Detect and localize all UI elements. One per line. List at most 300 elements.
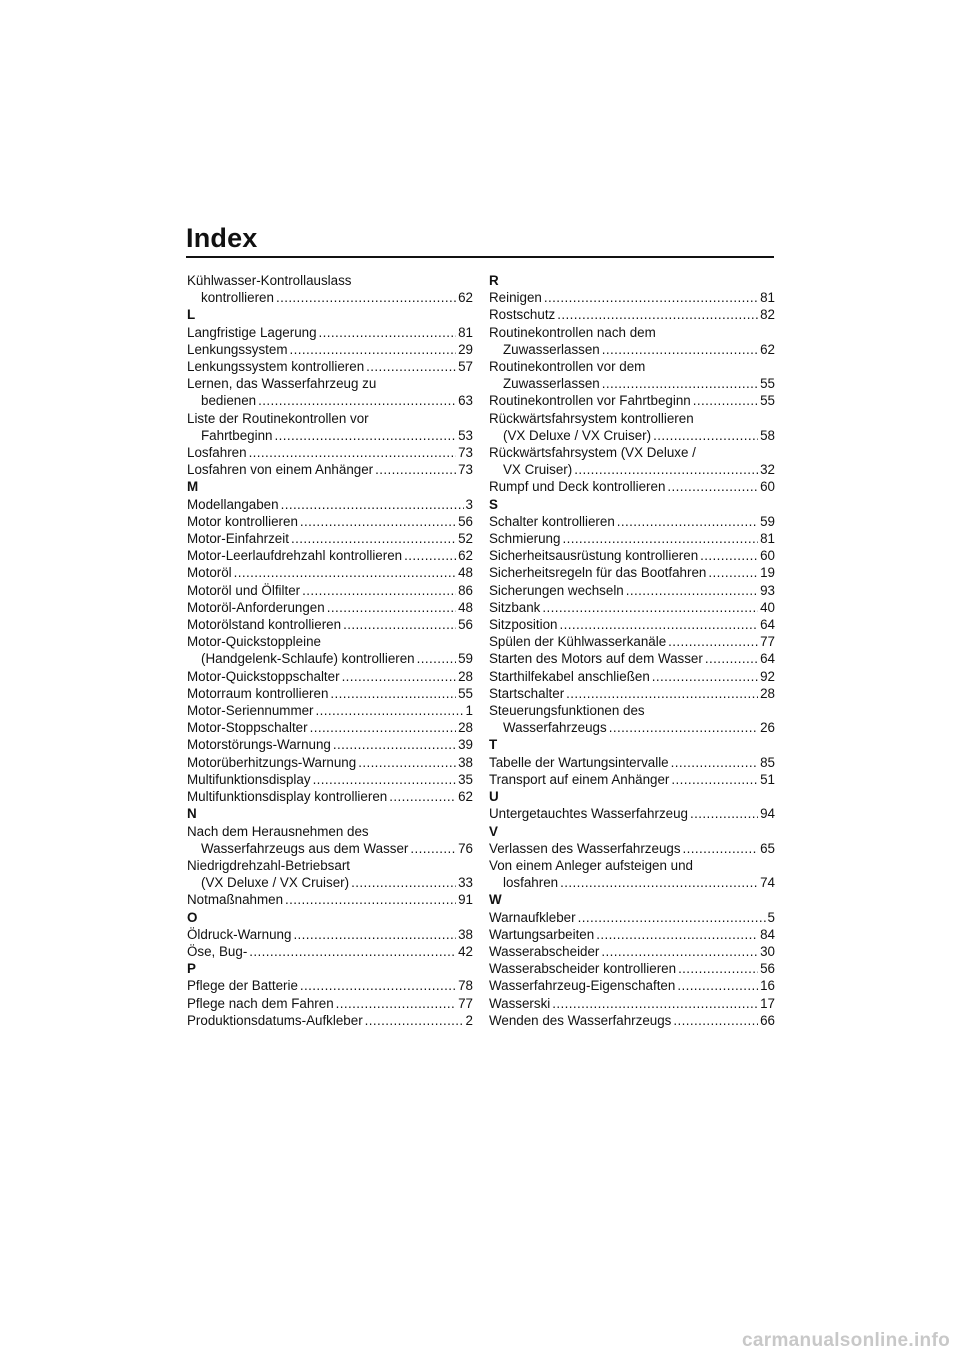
- index-entry-line: [489, 685, 775, 702]
- index-entry-line: [489, 564, 775, 581]
- index-entry-label: bedienen: [201, 393, 257, 409]
- index-entry-label: Motorstörungs-Warnung: [187, 737, 331, 753]
- index-entry-page: 63: [458, 393, 473, 409]
- index-entry-label: Pflege der Batterie: [187, 978, 298, 994]
- index-entry-page: 28: [760, 685, 775, 701]
- index-entry-page: 59: [458, 651, 473, 667]
- index-entry-line: [489, 840, 775, 857]
- index-entry: [489, 805, 775, 822]
- index-entry: [187, 857, 473, 891]
- index-entry-label: Motoröl: [187, 565, 232, 581]
- index-entry-line: [489, 547, 775, 564]
- index-entry-label: Rumpf und Deck kontrollieren: [489, 479, 666, 495]
- index-entry-page: 77: [458, 995, 473, 1011]
- index-entry-page: 66: [760, 1012, 775, 1028]
- index-entry-lead: Rückwärtsfahrsystem kontrollieren: [489, 410, 694, 426]
- index-entry-page: 56: [760, 961, 775, 977]
- index-entry-line: [187, 496, 473, 513]
- dot-leader: [560, 874, 758, 891]
- index-entry-line: [187, 444, 473, 461]
- index-entry: [187, 1012, 473, 1029]
- dot-leader: [596, 926, 758, 943]
- index-entry: [187, 358, 473, 375]
- dot-leader: [705, 650, 758, 667]
- index-entry: [187, 702, 473, 719]
- index-entry-label: Wasserski: [489, 995, 551, 1011]
- index-entry: [187, 943, 473, 960]
- index-entry-line: [187, 891, 473, 908]
- index-entry-line: [489, 392, 775, 409]
- dot-leader: [693, 392, 758, 409]
- index-entry-page: 39: [458, 737, 473, 753]
- index-entry-line: [187, 341, 473, 358]
- index-entry-label: Sitzposition: [489, 617, 558, 633]
- index-entry-page: 32: [760, 462, 775, 478]
- index-entry: [187, 633, 473, 667]
- index-entry-label: Produktionsdatums-Aufkleber: [187, 1012, 363, 1028]
- index-entry: [187, 754, 473, 771]
- index-entry-line: [187, 427, 473, 444]
- index-entry-line: [187, 392, 473, 409]
- index-entry-line: [187, 461, 473, 478]
- index-letter-heading: U: [489, 789, 499, 805]
- index-entry-page: 55: [760, 376, 775, 392]
- index-entry-label: Öldruck-Warnung: [187, 926, 292, 942]
- index-entry-line: [187, 324, 473, 341]
- index-entry-label: Wasserfahrzeugs aus dem Wasser: [201, 840, 409, 856]
- index-entry-label: Wasserfahrzeug-Eigenschaften: [489, 978, 676, 994]
- index-entry-label: Warnaufkleber: [489, 909, 576, 925]
- index-entry: [187, 547, 473, 564]
- index-entry-label: Losfahren von einem Anhänger: [187, 462, 374, 478]
- index-entry: [187, 410, 473, 444]
- index-entry: [489, 943, 775, 960]
- index-entry-line: [187, 564, 473, 581]
- index-letter-heading: P: [187, 961, 196, 977]
- index-entry-line: [187, 599, 473, 616]
- index-entry-page: 93: [760, 582, 775, 598]
- dot-leader: [281, 496, 464, 513]
- dot-leader: [544, 289, 758, 306]
- index-entry-label: Motor-Leerlaufdrehzahl kontrollieren: [187, 548, 403, 564]
- dot-leader: [417, 650, 456, 667]
- index-entry-line: [489, 943, 775, 960]
- index-entry-label: Motor-Stoppschalter: [187, 720, 308, 736]
- index-entry-label: Langfristige Lagerung: [187, 324, 317, 340]
- index-entry-line: [489, 909, 775, 926]
- index-entry-line: [187, 650, 473, 667]
- index-entry-page: 40: [760, 599, 775, 615]
- index-entry-page: 17: [760, 995, 775, 1011]
- index-entry-label: (VX Deluxe / VX Cruiser): [201, 875, 350, 891]
- index-entry-line: [489, 874, 775, 891]
- dot-leader: [690, 805, 758, 822]
- index-entry-label: Sicherungen wechseln: [489, 582, 624, 598]
- index-entry-label: Lenkungssystem: [187, 341, 288, 357]
- index-entry-lead: Nach dem Herausnehmen des: [187, 823, 369, 839]
- dot-leader: [249, 444, 457, 461]
- index-entry: [489, 289, 775, 306]
- index-entry-label: Sicherheitsregeln für das Bootfahren: [489, 565, 707, 581]
- dot-leader: [700, 547, 758, 564]
- index-entry-line: [187, 995, 473, 1012]
- watermark: carmanualsonline.info: [742, 1330, 950, 1351]
- index-entry-label: Wenden des Wasserfahrzeugs: [489, 1012, 672, 1028]
- index-entry-label: Starten des Motors auf dem Wasser: [489, 651, 703, 667]
- index-entry-line: [489, 1012, 775, 1029]
- index-entry-line: [187, 616, 473, 633]
- index-entry-page: 29: [458, 341, 473, 357]
- index-entry-lead: Kühlwasser-Kontrollauslass: [187, 273, 352, 288]
- index-entry: [187, 444, 473, 461]
- index-entry-line: [187, 874, 473, 891]
- index-entry: [187, 582, 473, 599]
- index-entry-label: Motorölstand kontrollieren: [187, 617, 342, 633]
- index-entry-page: 28: [458, 720, 473, 736]
- index-entry: [489, 685, 775, 702]
- index-entry: [187, 891, 473, 908]
- index-entry-line: [187, 719, 473, 736]
- index-entry: [489, 650, 775, 667]
- index-entry: [489, 857, 775, 891]
- index-entry-page: 3: [465, 496, 473, 512]
- index-entry-line: [187, 754, 473, 771]
- dot-leader: [617, 513, 758, 530]
- index-entry: [489, 444, 775, 478]
- dot-leader: [562, 530, 758, 547]
- dot-leader: [351, 874, 456, 891]
- index-entry-line: [187, 1012, 473, 1029]
- index-entry-line: [187, 685, 473, 702]
- index-entry-line: [187, 289, 473, 306]
- index-entry-label: Öse, Bug-: [187, 943, 248, 959]
- index-entry-line: [187, 736, 473, 753]
- index-entry-line: [489, 771, 775, 788]
- dot-leader: [678, 960, 758, 977]
- dot-leader: [677, 977, 758, 994]
- index-entry-line: [489, 995, 775, 1012]
- index-entry: [489, 306, 775, 323]
- index-entry-page: 5: [767, 909, 775, 925]
- index-entry-label: (Handgelenk-Schlaufe) kontrollieren: [201, 651, 415, 667]
- index-entry-label: Lenkungssystem kontrollieren: [187, 359, 365, 375]
- dot-leader: [319, 324, 457, 341]
- index-entry-label: Rostschutz: [489, 307, 556, 323]
- index-entry-label: Losfahren: [187, 445, 247, 461]
- index-entry-label: Notmaßnahmen: [187, 892, 284, 908]
- index-entry-page: 38: [458, 926, 473, 942]
- index-entry-label: Zuwasserlassen: [503, 341, 600, 357]
- index-entry-page: 42: [458, 943, 473, 959]
- index-entry-line: [187, 926, 473, 943]
- dot-leader: [291, 530, 456, 547]
- index-entry-line: [489, 461, 775, 478]
- index-entry: [489, 977, 775, 994]
- index-entry-page: 65: [760, 840, 775, 856]
- index-entry: [187, 496, 473, 513]
- dot-leader: [671, 754, 758, 771]
- dot-leader: [668, 633, 758, 650]
- index-entry-page: 55: [760, 393, 775, 409]
- index-entry: [187, 616, 473, 633]
- index-entry-line: [489, 650, 775, 667]
- index-entry-page: 2: [465, 1012, 473, 1028]
- dot-leader: [316, 702, 464, 719]
- index-entry-page: 84: [760, 926, 775, 942]
- index-entry-line: [489, 719, 775, 736]
- index-entry: [187, 685, 473, 702]
- index-entry-label: Sitzbank: [489, 599, 541, 615]
- index-entry-page: 52: [458, 531, 473, 547]
- index-entry-line: [489, 306, 775, 323]
- dot-leader: [566, 685, 758, 702]
- dot-leader: [333, 736, 456, 753]
- index-entry-line: [187, 668, 473, 685]
- dot-leader: [601, 943, 758, 960]
- index-column-right: [489, 272, 775, 1029]
- dot-leader: [336, 995, 456, 1012]
- index-entry: [187, 324, 473, 341]
- index-entry-lead: Rückwärtsfahrsystem (VX Deluxe /: [489, 445, 696, 461]
- index-entry-page: 16: [760, 978, 775, 994]
- index-letter-heading: N: [187, 806, 197, 822]
- index-entry-page: 64: [760, 651, 775, 667]
- index-entry-page: 1: [465, 703, 473, 719]
- index-entry-page: 86: [458, 582, 473, 598]
- index-entry-line: [187, 530, 473, 547]
- index-entry: [187, 272, 473, 306]
- dot-leader: [389, 788, 456, 805]
- index-entry: [489, 410, 775, 444]
- index-entry-page: 62: [458, 548, 473, 564]
- index-entry-label: Motorraum kontrollieren: [187, 685, 329, 701]
- index-entry-page: 55: [458, 685, 473, 701]
- index-entry-line: [187, 702, 473, 719]
- index-entry-line: [489, 530, 775, 547]
- index-letter-heading: S: [489, 496, 498, 512]
- index-entry-line: [489, 633, 775, 650]
- dot-leader: [300, 977, 456, 994]
- index-entry-label: kontrollieren: [201, 290, 274, 306]
- index-entry-page: 59: [760, 513, 775, 529]
- dot-leader: [293, 926, 456, 943]
- index-entry: [187, 926, 473, 943]
- dot-leader: [626, 582, 758, 599]
- index-entry-page: 19: [760, 565, 775, 581]
- index-entry-page: 62: [458, 789, 473, 805]
- index-entry-lead: Niedrigdrehzahl-Betriebsart: [187, 857, 350, 873]
- index-letter-heading: R: [489, 273, 499, 288]
- index-entry: [187, 530, 473, 547]
- index-entry-lead: Lernen, das Wasserfahrzeug zu: [187, 376, 377, 392]
- index-entry: [187, 341, 473, 358]
- page-header: [186, 222, 774, 258]
- index-entry-label: Multifunktionsdisplay kontrollieren: [187, 789, 388, 805]
- index-entry: [489, 582, 775, 599]
- index-entry-page: 26: [760, 720, 775, 736]
- index-entry-line: [187, 788, 473, 805]
- index-entry-line: [489, 805, 775, 822]
- dot-leader: [574, 461, 758, 478]
- index-entry-page: 74: [760, 875, 775, 891]
- index-entry-page: 56: [458, 513, 473, 529]
- index-entry-page: 92: [760, 668, 775, 684]
- index-entry-page: 73: [458, 445, 473, 461]
- index-entry-label: Schalter kontrollieren: [489, 513, 615, 529]
- dot-leader: [602, 341, 758, 358]
- dot-leader: [330, 685, 456, 702]
- index-entry-lead: Von einem Anleger aufsteigen und: [489, 857, 693, 873]
- index-entry-line: [489, 289, 775, 306]
- index-entry-line: [489, 926, 775, 943]
- page-title: Index: [186, 223, 258, 253]
- index-entry: [489, 754, 775, 771]
- dot-leader: [234, 564, 456, 581]
- index-entry-label: Modellangaben: [187, 496, 279, 512]
- index-entry-label: Wasserabscheider: [489, 943, 600, 959]
- index-entry-lead: Steuerungsfunktionen des: [489, 703, 645, 719]
- index-entry: [489, 513, 775, 530]
- dot-leader: [559, 616, 758, 633]
- index-entry: [187, 564, 473, 581]
- index-letter-heading: V: [489, 823, 498, 839]
- index-entry: [187, 719, 473, 736]
- index-entry-line: [489, 754, 775, 771]
- index-entry: [489, 616, 775, 633]
- index-letter-heading: W: [489, 892, 502, 908]
- index-entry: [489, 633, 775, 650]
- index-entry-lead: Motor-Quickstoppleine: [187, 634, 321, 650]
- index-entry: [187, 375, 473, 409]
- index-entry-page: 60: [760, 479, 775, 495]
- dot-leader: [285, 891, 456, 908]
- index-entry-label: Wasserabscheider kontrollieren: [489, 961, 677, 977]
- index-entry: [489, 599, 775, 616]
- index-entry: [187, 771, 473, 788]
- index-entry-page: 85: [760, 754, 775, 770]
- index-entry-label: Schmierung: [489, 531, 561, 547]
- index-entry: [489, 478, 775, 495]
- index-entry-label: Motoröl-Anforderungen: [187, 599, 325, 615]
- index-entry-lead: Routinekontrollen nach dem: [489, 324, 656, 340]
- index-entry: [489, 960, 775, 977]
- index-entry-label: Sicherheitsausrüstung kontrollieren: [489, 548, 699, 564]
- index-entry-line: [187, 358, 473, 375]
- index-entry-label: Spülen der Kühlwasserkanäle: [489, 634, 667, 650]
- index-entry-label: Wasserfahrzeugs: [503, 720, 607, 736]
- index-entry-label: Motor-Seriennummer: [187, 703, 314, 719]
- dot-leader: [602, 375, 758, 392]
- index-entry-label: Routinekontrollen vor Fahrtbeginn: [489, 393, 691, 409]
- index-entry-page: 81: [458, 324, 473, 340]
- index-entry-page: 62: [760, 341, 775, 357]
- dot-leader: [557, 306, 758, 323]
- index-entry-label: Fahrtbeginn: [201, 427, 273, 443]
- dot-leader: [310, 719, 457, 736]
- index-entry-page: 33: [458, 875, 473, 891]
- index-entry: [187, 461, 473, 478]
- index-entry-line: [187, 977, 473, 994]
- index-entry-label: Motorüberhitzungs-Warnung: [187, 754, 357, 770]
- index-entry: [187, 995, 473, 1012]
- dot-leader: [708, 564, 758, 581]
- index-entry-page: 82: [760, 307, 775, 323]
- dot-leader: [343, 616, 456, 633]
- index-entry-page: 51: [760, 771, 775, 787]
- index-entry-label: Motor-Einfahrzeit: [187, 531, 289, 547]
- dot-leader: [671, 771, 758, 788]
- index-entry-lead: Routinekontrollen vor dem: [489, 359, 646, 375]
- index-entry: [489, 668, 775, 685]
- index-entry-label: Tabelle der Wartungsintervalle: [489, 754, 669, 770]
- dot-leader: [327, 599, 456, 616]
- index-entry: [187, 736, 473, 753]
- index-letter-heading: T: [489, 737, 498, 753]
- dot-leader: [609, 719, 758, 736]
- index-entry-label: (VX Deluxe / VX Cruiser): [503, 427, 652, 443]
- index-entry: [489, 358, 775, 392]
- dot-leader: [342, 668, 457, 685]
- dot-leader: [313, 771, 457, 788]
- index-entry-page: 94: [760, 806, 775, 822]
- index-entry-page: 28: [458, 668, 473, 684]
- index-entry: [489, 771, 775, 788]
- dot-leader: [366, 358, 456, 375]
- dot-leader: [365, 1012, 464, 1029]
- index-entry-page: 53: [458, 427, 473, 443]
- index-entry: [187, 513, 473, 530]
- index-letter-heading: O: [187, 909, 198, 925]
- index-entry-label: Untergetauchtes Wasserfahrzeug: [489, 806, 688, 822]
- index-entry: [489, 1012, 775, 1029]
- dot-leader: [302, 582, 456, 599]
- index-entry: [489, 926, 775, 943]
- index-entry-line: [489, 513, 775, 530]
- index-entry-line: [187, 513, 473, 530]
- dot-leader: [289, 341, 456, 358]
- index-entry-line: [489, 960, 775, 977]
- dot-leader: [274, 427, 456, 444]
- dot-leader: [653, 427, 758, 444]
- index-entry-page: 57: [458, 359, 473, 375]
- index-entry-page: 38: [458, 754, 473, 770]
- index-entry-line: [489, 427, 775, 444]
- index-entry-line: [489, 341, 775, 358]
- index-entry-label: Motoröl und Ölfilter: [187, 582, 301, 598]
- index-entry: [187, 788, 473, 805]
- index-entry: [489, 547, 775, 564]
- index-column-left: [187, 272, 473, 1029]
- index-entry-label: Motor kontrollieren: [187, 513, 298, 529]
- index-entry-line: [489, 616, 775, 633]
- dot-leader: [552, 995, 758, 1012]
- index-entry-page: 62: [458, 290, 473, 306]
- dot-leader: [542, 599, 758, 616]
- index-entry-page: 48: [458, 599, 473, 615]
- index-entry-label: Startschalter: [489, 685, 565, 701]
- index-entry-page: 48: [458, 565, 473, 581]
- dot-leader: [276, 289, 456, 306]
- index-entry-line: [187, 943, 473, 960]
- index-entry-line: [187, 771, 473, 788]
- index-entry-line: [489, 582, 775, 599]
- index-entry-page: 81: [760, 531, 775, 547]
- index-entry-label: Wartungsarbeiten: [489, 926, 595, 942]
- dot-leader: [358, 754, 456, 771]
- index-entry-label: Multifunktionsdisplay: [187, 771, 311, 787]
- index-entry-label: Zuwasserlassen: [503, 376, 600, 392]
- index-entry-line: [489, 478, 775, 495]
